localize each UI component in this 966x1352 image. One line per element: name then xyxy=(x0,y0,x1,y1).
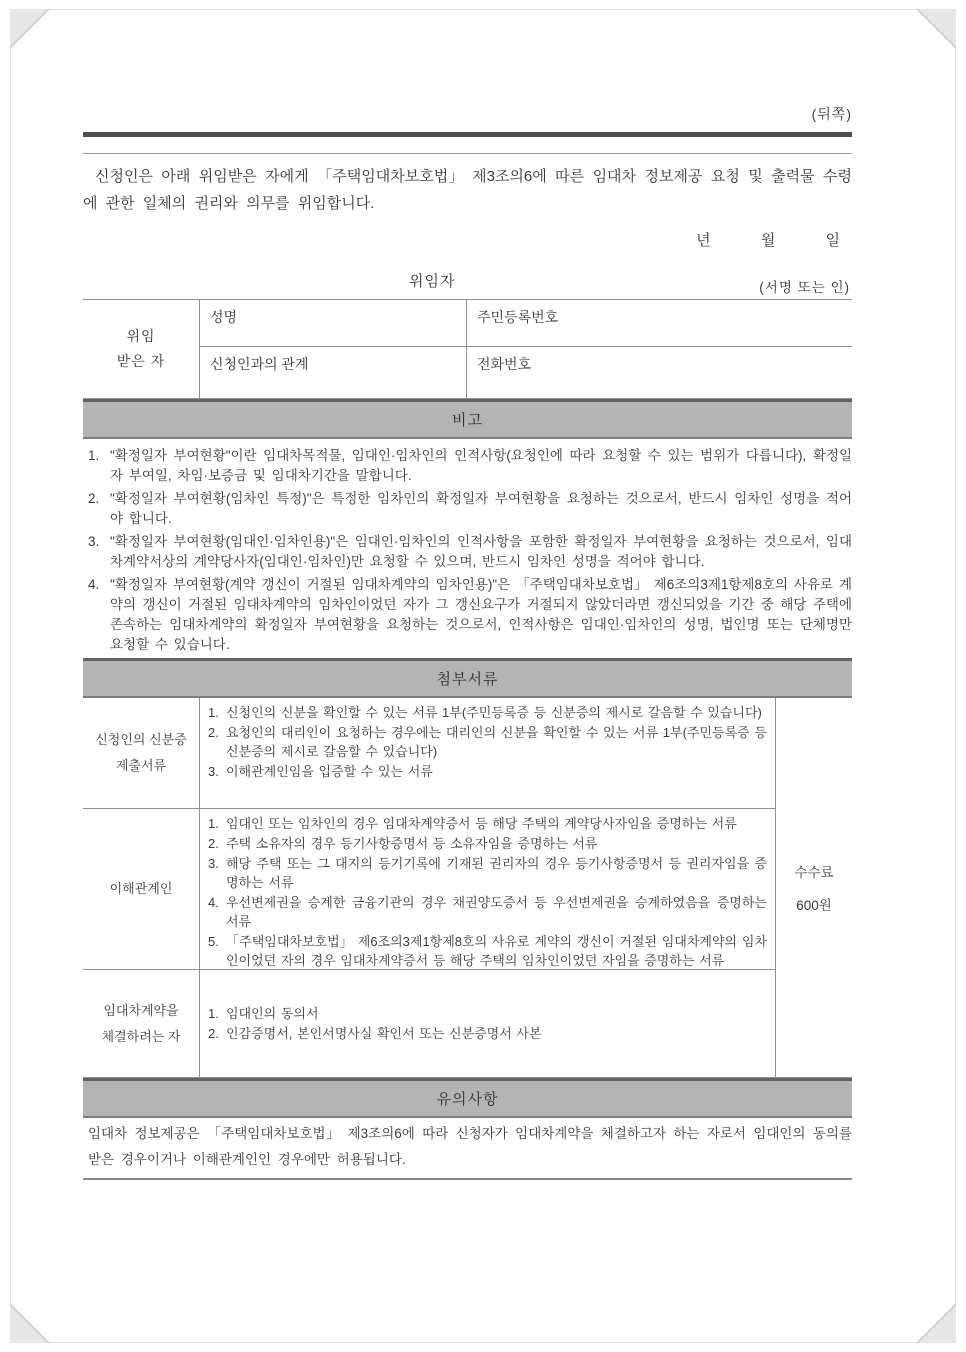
remark-text: "확정일자 부여현황"이란 임대차목적물, 임대인·임차인의 인적사항(요청인에 따라 요청할 수 있는 범위가 다릅니다), 확정일자 부여일, 차임·보증금 및 임대차기간을 말합니다. xyxy=(110,448,852,483)
remark-text: "확정일자 부여현황(임차인 특정)"은 특정한 임차인의 확정일자 부여현황을 요청하는 것으로서, 반드시 임차인 성명을 적어야 합니다. xyxy=(110,491,852,526)
remark-number: 4. xyxy=(88,577,100,592)
top-thin-rule xyxy=(83,153,852,154)
attachment-item xyxy=(208,1004,767,1023)
attachments-header-bar xyxy=(83,658,852,698)
attachment-row-label-applicant-id xyxy=(83,698,200,809)
date-year-label: 년 xyxy=(696,232,711,249)
item-text: 이해관계인임을 입증할 수 있는 서류 xyxy=(226,764,433,779)
remark-number: 2. xyxy=(88,491,100,506)
attachment-item xyxy=(208,703,767,722)
fee-amount: 600원 xyxy=(796,898,832,913)
attachment-items-interested-party xyxy=(200,809,776,970)
item-text: 해당 주택 또는 그 대지의 등기기록에 기재된 권리자의 경우 등기사항증명서 등 권리자임을 증명하는 서류 xyxy=(226,856,767,890)
attachment-item xyxy=(208,814,767,833)
notice-text: 임대차 정보제공은 「주택임대차보호법」 제3조의6에 따라 신청자가 임대차계약을 체결하고자 하는 자로서 임대인의 동의를 받은 경우이거나 이해관계인인 경우에만 허용됩니다. xyxy=(88,1126,852,1167)
attachment-row-label-line2: 제출서류 xyxy=(115,758,167,773)
remark-item xyxy=(88,489,852,529)
attachment-item xyxy=(208,1024,767,1043)
remarks-header: 비고 xyxy=(452,412,483,429)
item-text: 우선변제권을 승계한 금융기관의 경우 채권양도증서 등 우선변제권을 승계하였음을 증명하는 서류 xyxy=(226,895,767,929)
form-content xyxy=(83,0,852,1180)
date-month-label: 월 xyxy=(760,232,776,249)
item-number: 3. xyxy=(208,764,219,779)
delegator-line xyxy=(83,270,852,295)
remark-item xyxy=(88,446,852,486)
item-number: 2. xyxy=(208,1025,219,1041)
fee-label: 수수료 xyxy=(794,865,834,880)
relation-field-cell[interactable] xyxy=(200,347,467,398)
attachment-item xyxy=(208,834,767,853)
signature-or-seal-label: (서명 또는 인) xyxy=(759,280,850,295)
attachment-item xyxy=(208,723,767,761)
item-number: 5. xyxy=(208,934,219,949)
delegation-statement: 신청인은 아래 위임받은 자에게 「주택임대차보호법」 제3조의6에 따른 임대차 정보제공 요청 및 출력물 수령에 관한 일체의 권리와 의무를 위임합니다. xyxy=(83,168,852,212)
remarks-header-bar xyxy=(83,399,852,439)
resident-no-label: 주민등록번호 xyxy=(477,309,559,325)
remarks-list xyxy=(83,446,852,655)
item-number: 1. xyxy=(208,816,219,831)
item-number: 4. xyxy=(208,895,219,910)
corner-fold-bottom-right-icon xyxy=(916,1303,956,1343)
item-number: 2. xyxy=(208,836,219,851)
item-text: 임대인의 동의서 xyxy=(226,1005,319,1021)
attachment-item xyxy=(208,893,767,931)
remark-number: 3. xyxy=(88,534,100,549)
item-text: 주택 소유자의 경우 등기사항증명서 등 소유자임을 증명하는 서류 xyxy=(226,836,598,851)
corner-fold-top-right-icon xyxy=(916,9,956,49)
item-text: 「주택임대차보호법」 제6조의3제1항제8호의 사유로 계약의 갱신이 거절된 임대차계약의 임차인이었던 자의 경우 임대차계약증서 등 해당 주택의 임차인이었던 자임을 증명하는 서류 xyxy=(226,934,767,968)
corner-fold-top-left-icon xyxy=(10,9,50,49)
attachment-items-applicant-id xyxy=(200,698,776,809)
back-side-label: (뒤쪽) xyxy=(811,106,852,122)
item-text: 임대인 또는 임차인의 경우 임대차계약증서 등 해당 주택의 계약당사자임을 증명하는 서류 xyxy=(226,816,737,831)
remark-text: "확정일자 부여현황(계약 갱신이 거절된 임대차계약의 임차인용)"은 「주택임대차보호법」 제6조의3제1항제8호의 사유로 계약의 갱신이 거절된 임대차계약의 임차인이었던 자가 그 갱신요구가 거절되지 않았더라면 갱신되었을 기간 중 해당 주택에 존속하는 임대차계약의 확정일자 부여현황을 요청하는 것으로서, 인적사항은 임대인·임차인의 성명, 법인명 또는 단체명만 요청할 수 있습니다. xyxy=(110,577,852,652)
delegate-row-header-line2: 받은 자 xyxy=(116,353,166,369)
date-day-label: 일 xyxy=(825,232,840,249)
item-text: 신청인의 신분을 확인할 수 있는 서류 1부(주민등록증 등 신분증의 제시로 갈음할 수 있습니다) xyxy=(226,705,762,720)
attachment-items-prospective-lessee xyxy=(200,970,776,1077)
item-number: 1. xyxy=(208,705,219,720)
delegator-label: 위임자 xyxy=(409,273,456,290)
attachment-row-label-line1: 임대차계약을 xyxy=(103,1002,179,1018)
remark-number: 1. xyxy=(88,448,100,463)
attachment-row-label-line2: 체결하려는 자 xyxy=(101,1028,181,1044)
item-number: 2. xyxy=(208,725,219,740)
remark-item xyxy=(88,575,852,655)
item-text: 요청인의 대리인이 요청하는 경우에는 대리인의 신분을 확인할 수 있는 서류 1부(주민등록증 등 신분증의 제시로 갈음할 수 있습니다) xyxy=(226,725,767,759)
date-line xyxy=(83,229,852,250)
corner-fold-bottom-left-icon xyxy=(10,1303,50,1343)
attachments-table xyxy=(83,698,852,1078)
bottom-rule xyxy=(83,1178,852,1180)
notice-header-bar xyxy=(83,1078,852,1118)
attachment-row-label-line1: 이해관계인 xyxy=(109,881,173,896)
remark-text: "확정일자 부여현황(임대인·임차인용)"은 임대인·임차인의 인적사항을 포함한 확정일자 부여현황을 요청하는 것으로서, 임대차계약서상의 계약당사자(임대인·임차인)만 요청할 수 있으며, 반드시 임차인 성명을 적어야 합니다. xyxy=(110,534,852,569)
remark-item xyxy=(88,532,852,572)
attachment-row-label-line1: 신청인의 신분증 xyxy=(95,732,187,747)
resident-no-field-cell[interactable] xyxy=(467,300,852,347)
phone-field-cell[interactable] xyxy=(467,347,852,398)
attachment-item xyxy=(208,932,767,970)
phone-label: 전화번호 xyxy=(477,356,532,372)
delegate-row-header-line1: 위임 xyxy=(126,328,156,344)
attachment-item xyxy=(208,854,767,892)
relation-label: 신청인과의 관계 xyxy=(210,356,309,372)
top-heavy-rule xyxy=(83,132,852,137)
item-number: 1. xyxy=(208,1005,219,1021)
attachment-item xyxy=(208,762,767,781)
item-text: 인감증명서, 본인서명사실 확인서 또는 신분증명서 사본 xyxy=(226,1025,542,1041)
attachments-header: 첨부서류 xyxy=(436,671,499,688)
item-number: 3. xyxy=(208,856,219,871)
delegate-row-header xyxy=(83,300,200,398)
name-field-cell[interactable] xyxy=(200,300,467,347)
attachment-row-label-interested-party xyxy=(83,809,200,970)
fee-cell xyxy=(776,698,852,1077)
notice-header: 유의사항 xyxy=(436,1091,499,1108)
name-label: 성명 xyxy=(210,309,238,325)
delegate-table xyxy=(83,299,852,399)
attachment-row-label-prospective-lessee xyxy=(83,970,200,1077)
